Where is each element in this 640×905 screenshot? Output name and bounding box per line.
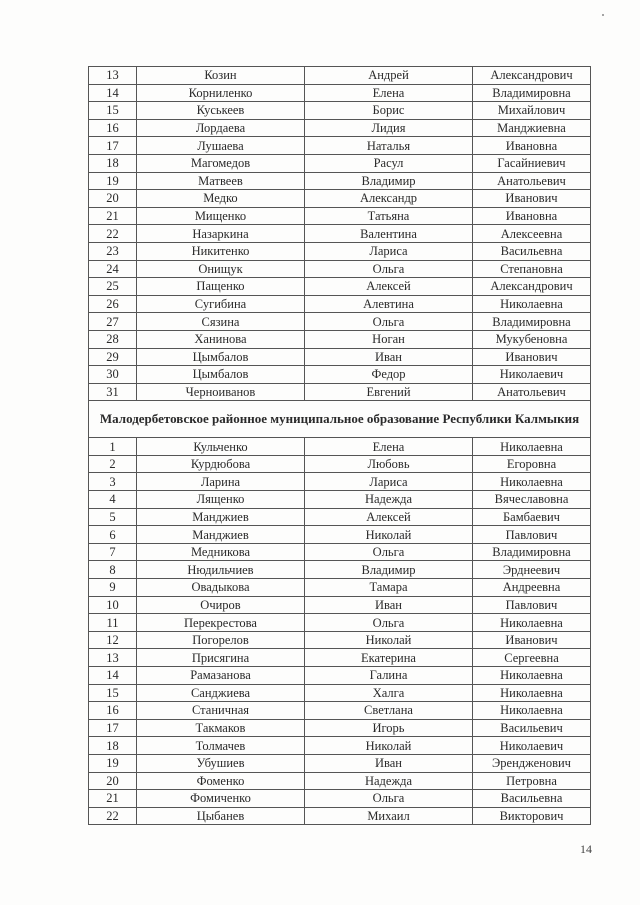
row-number: 16 (89, 119, 137, 137)
first-name: Алексей (305, 508, 473, 526)
last-name: Козин (137, 67, 305, 85)
first-name: Лариса (305, 473, 473, 491)
table-row (89, 508, 591, 526)
first-name: Михаил (305, 807, 473, 825)
last-name: Манджиев (137, 526, 305, 544)
table-row (89, 667, 591, 685)
first-name: Елена (305, 438, 473, 456)
row-number: 30 (89, 366, 137, 384)
row-number: 14 (89, 667, 137, 685)
last-name: Манджиев (137, 508, 305, 526)
table-row (89, 719, 591, 737)
last-name: Рамазанова (137, 667, 305, 685)
first-name: Ольга (305, 614, 473, 632)
table-row (89, 84, 591, 102)
section-heading-row (89, 401, 591, 438)
row-number: 26 (89, 295, 137, 313)
first-name: Надежда (305, 772, 473, 790)
table-row (89, 102, 591, 120)
patronymic: Николаевна (473, 667, 591, 685)
row-number: 29 (89, 348, 137, 366)
patronymic: Иванович (473, 190, 591, 208)
table-row (89, 119, 591, 137)
row-number: 10 (89, 596, 137, 614)
table-row (89, 702, 591, 720)
first-name: Ольга (305, 790, 473, 808)
last-name: Овадыкова (137, 579, 305, 597)
last-name: Магомедов (137, 154, 305, 172)
first-name: Лидия (305, 119, 473, 137)
last-name: Толмачев (137, 737, 305, 755)
row-number: 3 (89, 473, 137, 491)
table-row (89, 190, 591, 208)
roster-group-top (89, 67, 591, 401)
patronymic: Вячеславовна (473, 491, 591, 509)
row-number: 28 (89, 330, 137, 348)
table-row (89, 491, 591, 509)
row-number: 14 (89, 84, 137, 102)
table-row (89, 807, 591, 825)
first-name: Алексей (305, 278, 473, 296)
row-number: 15 (89, 102, 137, 120)
first-name: Федор (305, 366, 473, 384)
last-name: Санджиева (137, 684, 305, 702)
first-name: Алевтина (305, 295, 473, 313)
row-number: 24 (89, 260, 137, 278)
patronymic: Иванович (473, 348, 591, 366)
patronymic: Петровна (473, 772, 591, 790)
row-number: 9 (89, 579, 137, 597)
first-name: Андрей (305, 67, 473, 85)
patronymic: Владимировна (473, 313, 591, 331)
table-row (89, 154, 591, 172)
patronymic: Васильевна (473, 790, 591, 808)
roster-section (89, 401, 591, 438)
last-name: Никитенко (137, 242, 305, 260)
last-name: Убушиев (137, 754, 305, 772)
first-name: Наталья (305, 137, 473, 155)
row-number: 13 (89, 649, 137, 667)
table-row (89, 631, 591, 649)
last-name: Такмаков (137, 719, 305, 737)
table-row (89, 313, 591, 331)
row-number: 8 (89, 561, 137, 579)
patronymic: Павлович (473, 596, 591, 614)
table-row (89, 242, 591, 260)
row-number: 11 (89, 614, 137, 632)
patronymic: Иванович (473, 631, 591, 649)
patronymic: Сергеевна (473, 649, 591, 667)
table-row (89, 225, 591, 243)
table-row (89, 772, 591, 790)
row-number: 27 (89, 313, 137, 331)
row-number: 18 (89, 154, 137, 172)
last-name: Курдюбова (137, 455, 305, 473)
last-name: Нюдильчиев (137, 561, 305, 579)
patronymic: Анатольевич (473, 383, 591, 401)
row-number: 17 (89, 137, 137, 155)
row-number: 25 (89, 278, 137, 296)
last-name: Фоменко (137, 772, 305, 790)
first-name: Светлана (305, 702, 473, 720)
last-name: Матвеев (137, 172, 305, 190)
last-name: Сугибина (137, 295, 305, 313)
patronymic: Николаевна (473, 473, 591, 491)
table-row (89, 526, 591, 544)
row-number: 31 (89, 383, 137, 401)
patronymic: Мукубеновна (473, 330, 591, 348)
patronymic: Александрович (473, 67, 591, 85)
first-name: Иван (305, 754, 473, 772)
patronymic: Егоровна (473, 455, 591, 473)
last-name: Корниленко (137, 84, 305, 102)
row-number: 21 (89, 207, 137, 225)
table-row (89, 790, 591, 808)
last-name: Станичная (137, 702, 305, 720)
table-row (89, 684, 591, 702)
last-name: Пащенко (137, 278, 305, 296)
patronymic: Васильевна (473, 242, 591, 260)
last-name: Черноиванов (137, 383, 305, 401)
table-row (89, 473, 591, 491)
table-row (89, 295, 591, 313)
table-row (89, 278, 591, 296)
table-row (89, 260, 591, 278)
patronymic: Степановна (473, 260, 591, 278)
last-name: Ханинова (137, 330, 305, 348)
last-name: Присягина (137, 649, 305, 667)
first-name: Надежда (305, 491, 473, 509)
row-number: 12 (89, 631, 137, 649)
row-number: 19 (89, 754, 137, 772)
row-number: 2 (89, 455, 137, 473)
first-name: Ольга (305, 260, 473, 278)
first-name: Татьяна (305, 207, 473, 225)
patronymic: Николаевна (473, 295, 591, 313)
roster-group-bottom (89, 438, 591, 825)
table-row (89, 649, 591, 667)
last-name: Цымбалов (137, 366, 305, 384)
last-name: Медникова (137, 543, 305, 561)
table-row (89, 543, 591, 561)
row-number: 22 (89, 225, 137, 243)
patronymic: Васильевич (473, 719, 591, 737)
last-name: Лушаева (137, 137, 305, 155)
row-number: 15 (89, 684, 137, 702)
table-row (89, 614, 591, 632)
first-name: Любовь (305, 455, 473, 473)
row-number: 6 (89, 526, 137, 544)
patronymic: Владимировна (473, 543, 591, 561)
patronymic: Павлович (473, 526, 591, 544)
patronymic: Андреевна (473, 579, 591, 597)
first-name: Расул (305, 154, 473, 172)
table-row (89, 561, 591, 579)
patronymic: Николаевна (473, 438, 591, 456)
patronymic: Манджиевна (473, 119, 591, 137)
row-number: 13 (89, 67, 137, 85)
first-name: Николай (305, 526, 473, 544)
patronymic: Эрендженович (473, 754, 591, 772)
row-number: 18 (89, 737, 137, 755)
first-name: Николай (305, 737, 473, 755)
table-row (89, 366, 591, 384)
patronymic: Анатольевич (473, 172, 591, 190)
patronymic: Владимировна (473, 84, 591, 102)
first-name: Тамара (305, 579, 473, 597)
table-row (89, 137, 591, 155)
row-number: 20 (89, 772, 137, 790)
patronymic: Михайлович (473, 102, 591, 120)
patronymic: Бамбаевич (473, 508, 591, 526)
section-heading: Малодербетовское районное муниципальное образование Республики Калмыкия (89, 401, 591, 438)
last-name: Назаркина (137, 225, 305, 243)
patronymic: Николаевна (473, 702, 591, 720)
row-number: 23 (89, 242, 137, 260)
patronymic: Николаевна (473, 684, 591, 702)
row-number: 5 (89, 508, 137, 526)
patronymic: Эрднеевич (473, 561, 591, 579)
patronymic: Николаевич (473, 366, 591, 384)
row-number: 21 (89, 790, 137, 808)
last-name: Медко (137, 190, 305, 208)
first-name: Халга (305, 684, 473, 702)
row-number: 7 (89, 543, 137, 561)
row-number: 17 (89, 719, 137, 737)
patronymic: Ивановна (473, 137, 591, 155)
first-name: Валентина (305, 225, 473, 243)
patronymic: Александрович (473, 278, 591, 296)
table-row (89, 438, 591, 456)
first-name: Иван (305, 348, 473, 366)
last-name: Лордаева (137, 119, 305, 137)
first-name: Лариса (305, 242, 473, 260)
last-name: Погорелов (137, 631, 305, 649)
first-name: Владимир (305, 172, 473, 190)
table-row (89, 383, 591, 401)
table-row (89, 330, 591, 348)
table-row (89, 67, 591, 85)
row-number: 22 (89, 807, 137, 825)
first-name: Елена (305, 84, 473, 102)
row-number: 19 (89, 172, 137, 190)
last-name: Лященко (137, 491, 305, 509)
first-name: Екатерина (305, 649, 473, 667)
table-row (89, 754, 591, 772)
table-row (89, 596, 591, 614)
table-row (89, 737, 591, 755)
first-name: Владимир (305, 561, 473, 579)
first-name: Евгений (305, 383, 473, 401)
row-number: 4 (89, 491, 137, 509)
last-name: Сязина (137, 313, 305, 331)
table-row (89, 348, 591, 366)
row-number: 20 (89, 190, 137, 208)
row-number: 1 (89, 438, 137, 456)
row-number: 16 (89, 702, 137, 720)
first-name: Иван (305, 596, 473, 614)
first-name: Николай (305, 631, 473, 649)
patronymic: Викторович (473, 807, 591, 825)
last-name: Цыбанев (137, 807, 305, 825)
first-name: Ольга (305, 543, 473, 561)
scan-speck (602, 14, 604, 16)
patronymic: Николаевна (473, 614, 591, 632)
patronymic: Ивановна (473, 207, 591, 225)
last-name: Фомиченко (137, 790, 305, 808)
first-name: Борис (305, 102, 473, 120)
patronymic: Николаевич (473, 737, 591, 755)
table-row (89, 579, 591, 597)
table-row (89, 172, 591, 190)
first-name: Александр (305, 190, 473, 208)
table-row (89, 207, 591, 225)
last-name: Цымбалов (137, 348, 305, 366)
patronymic: Алексеевна (473, 225, 591, 243)
patronymic: Гасайниевич (473, 154, 591, 172)
last-name: Онищук (137, 260, 305, 278)
last-name: Мищенко (137, 207, 305, 225)
page-number: 14 (580, 842, 592, 856)
first-name: Галина (305, 667, 473, 685)
last-name: Очиров (137, 596, 305, 614)
first-name: Ольга (305, 313, 473, 331)
last-name: Кульченко (137, 438, 305, 456)
first-name: Ноган (305, 330, 473, 348)
last-name: Куськеев (137, 102, 305, 120)
last-name: Перекрестова (137, 614, 305, 632)
last-name: Ларина (137, 473, 305, 491)
roster-table (88, 66, 591, 825)
table-row (89, 455, 591, 473)
first-name: Игорь (305, 719, 473, 737)
